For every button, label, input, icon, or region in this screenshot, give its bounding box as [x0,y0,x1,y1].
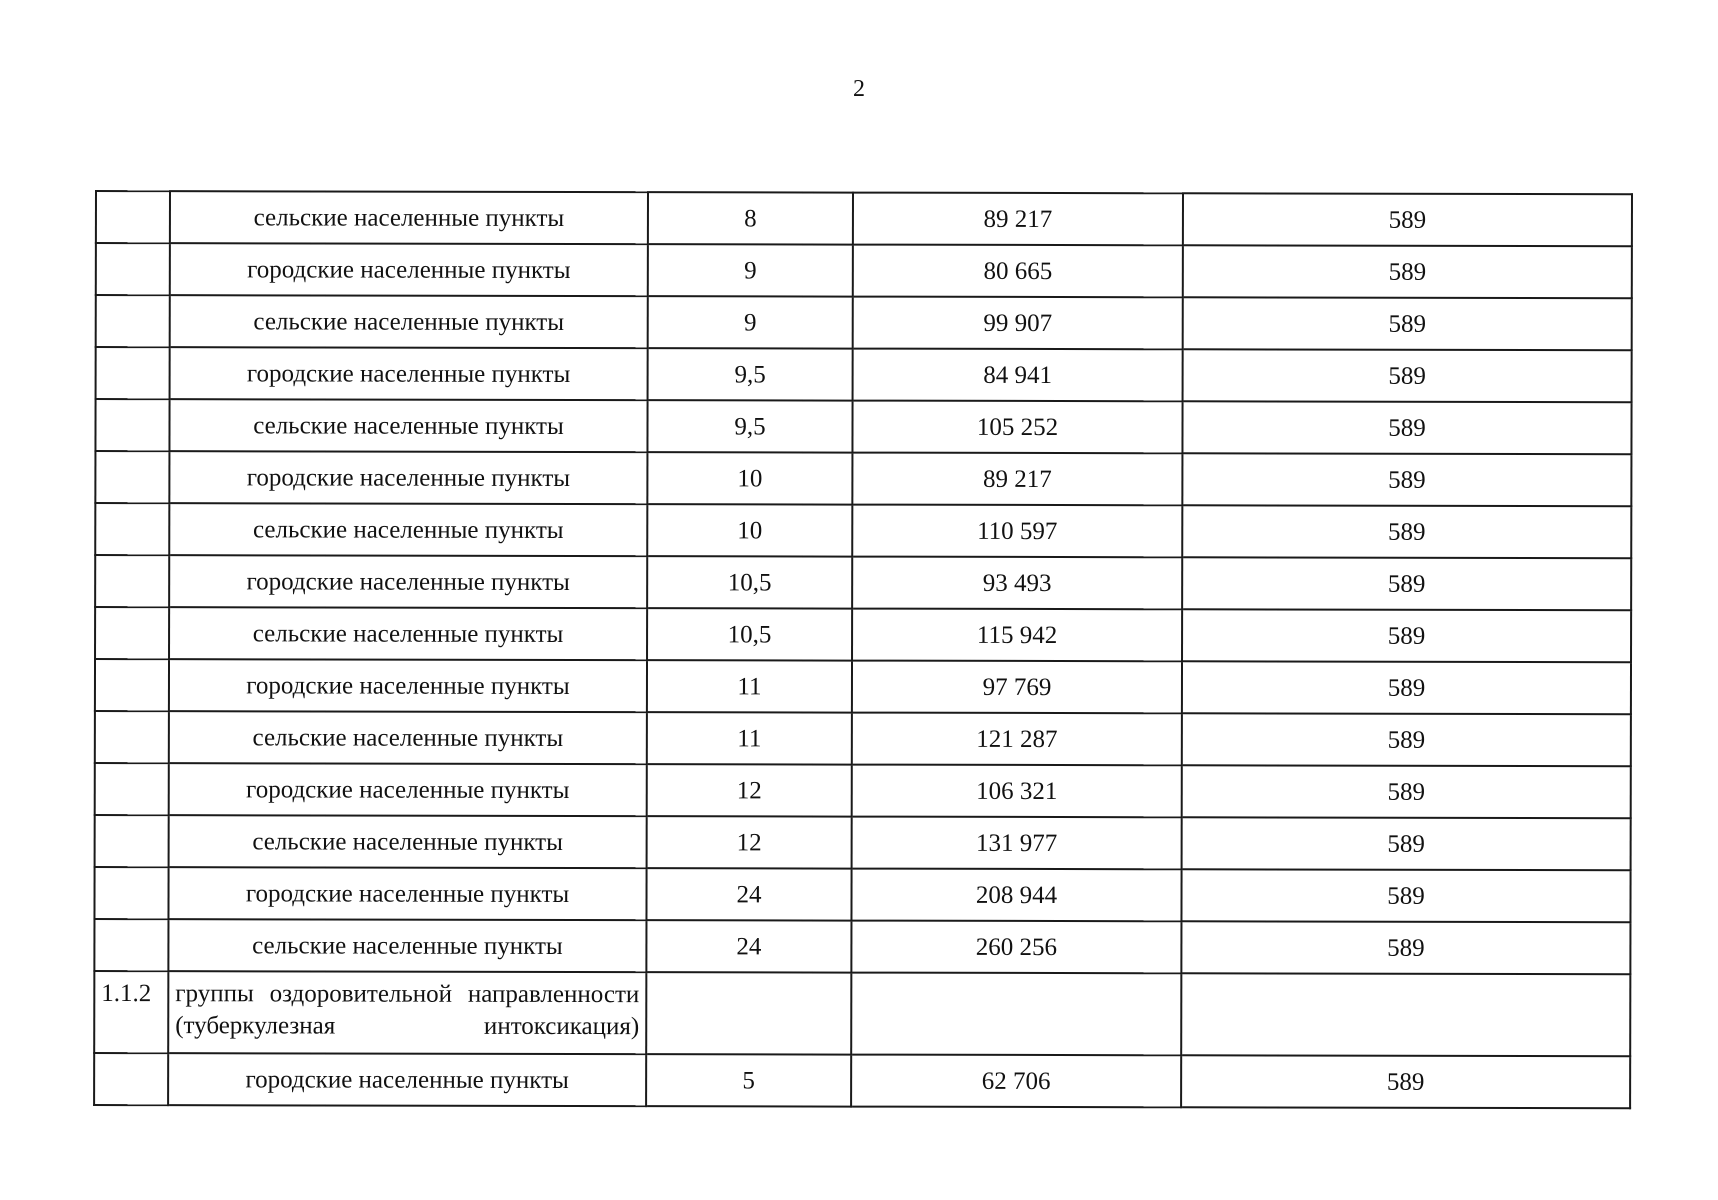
row-code-cell [94,1053,168,1105]
row-col2-cell: 131 977 [852,817,1182,870]
row-name-cell: сельские населенные пункты [169,503,647,556]
table-row [95,763,1631,818]
row-col2-cell: 93 493 [852,557,1182,610]
row-col2-cell: 62 706 [851,1055,1181,1108]
row-name-cell: городские населенные пункты [168,867,646,920]
row-col1-cell: 10,5 [647,556,852,608]
row-col3-cell: 589 [1182,401,1631,454]
row-col1-cell: 24 [646,920,851,972]
table-row [96,347,1632,402]
row-name-cell: городские населенные пункты [170,347,648,400]
row-name-cell: сельские населенные пункты [169,815,647,868]
row-col3-cell: 589 [1182,505,1631,558]
table-row [95,555,1631,610]
table-row [96,295,1632,350]
row-code-cell [96,191,170,243]
row-col2-cell: 84 941 [853,349,1183,402]
row-col3-cell: 589 [1182,557,1631,610]
row-col1-cell: 9,5 [648,348,853,400]
row-col3-cell: 589 [1181,869,1630,922]
row-name-cell: сельские населенные пункты [170,191,648,244]
row-col3-cell: 589 [1183,297,1632,350]
row-col1-cell: 8 [648,192,853,244]
row-col3-cell: 589 [1182,817,1631,870]
row-code-cell [95,503,169,555]
page-number: 2 [853,76,865,102]
row-col3-cell [1181,973,1630,1056]
row-name-cell: сельские населенные пункты [169,399,647,452]
row-col2-cell: 89 217 [852,453,1182,506]
section-row [94,971,1630,1056]
row-col1-cell: 10 [647,452,852,504]
row-code-cell [96,243,170,295]
table-row [94,867,1630,922]
row-name-cell: городские населенные пункты [168,1053,646,1106]
row-col2-cell: 99 907 [853,297,1183,350]
row-name-cell: городские населенные пункты [169,555,647,608]
row-code-cell [95,763,169,815]
row-col3-cell: 589 [1181,1055,1630,1108]
table-row [96,191,1632,246]
table-row [95,815,1631,870]
table-row [95,711,1631,766]
row-code-cell [96,295,170,347]
tariff-table [93,190,1633,1109]
row-code-cell [95,399,169,451]
row-code-cell: 1.1.2 [94,971,168,1053]
row-code-cell [95,555,169,607]
row-col1-cell: 12 [647,816,852,868]
row-name-cell: сельские населенные пункты [168,919,646,972]
row-col1-cell: 9 [648,244,853,296]
row-code-cell [95,711,169,763]
row-col2-cell: 208 944 [851,869,1181,922]
row-col3-cell: 589 [1182,661,1631,714]
row-code-cell [95,607,169,659]
row-col2-cell: 97 769 [852,661,1182,714]
table-row [95,451,1631,506]
row-name-cell: городские населенные пункты [169,763,647,816]
row-col3-cell: 589 [1182,765,1631,818]
row-col1-cell: 10 [647,504,852,556]
row-code-cell [94,867,168,919]
table-row [94,919,1630,974]
row-col2-cell [851,973,1181,1056]
row-col2-cell: 121 287 [852,713,1182,766]
row-code-cell [95,815,169,867]
row-col3-cell: 589 [1183,349,1632,402]
row-col1-cell: 24 [646,868,851,920]
row-col2-cell: 105 252 [852,401,1182,454]
row-col3-cell: 589 [1181,921,1630,974]
table-row [95,659,1631,714]
row-name-cell: городские населенные пункты [169,451,647,504]
row-col3-cell: 589 [1182,453,1631,506]
row-col2-cell: 110 597 [852,505,1182,558]
row-code-cell [94,919,168,971]
row-col3-cell: 589 [1183,193,1632,246]
row-col1-cell [646,972,851,1054]
table-row [95,503,1631,558]
row-name-cell: городские населенные пункты [169,659,647,712]
row-code-cell [95,659,169,711]
row-col2-cell: 115 942 [852,609,1182,662]
row-name-cell: сельские населенные пункты [169,711,647,764]
row-col1-cell: 9,5 [647,400,852,452]
table-body [94,191,1632,1108]
row-col3-cell: 589 [1183,245,1632,298]
row-col1-cell: 9 [648,296,853,348]
row-code-cell [96,347,170,399]
row-col2-cell: 89 217 [853,193,1183,246]
row-col3-cell: 589 [1182,713,1631,766]
table-row [95,399,1631,454]
row-name-cell: группы оздоровительной направленности (туберкулезная интоксикация) [168,971,646,1054]
table-row [95,607,1631,662]
row-name-cell: сельские населенные пункты [170,295,648,348]
row-code-cell [95,451,169,503]
table-row [94,1053,1630,1108]
row-col2-cell: 106 321 [852,765,1182,818]
row-col1-cell: 11 [647,712,852,764]
row-col1-cell: 10,5 [647,608,852,660]
table-row [96,243,1632,298]
row-col2-cell: 80 665 [853,245,1183,298]
row-col1-cell: 12 [647,764,852,816]
row-col1-cell: 11 [647,660,852,712]
row-col3-cell: 589 [1182,609,1631,662]
row-col1-cell: 5 [646,1054,851,1106]
row-name-cell: сельские населенные пункты [169,607,647,660]
row-col2-cell: 260 256 [851,921,1181,974]
row-name-cell: городские населенные пункты [170,243,648,296]
